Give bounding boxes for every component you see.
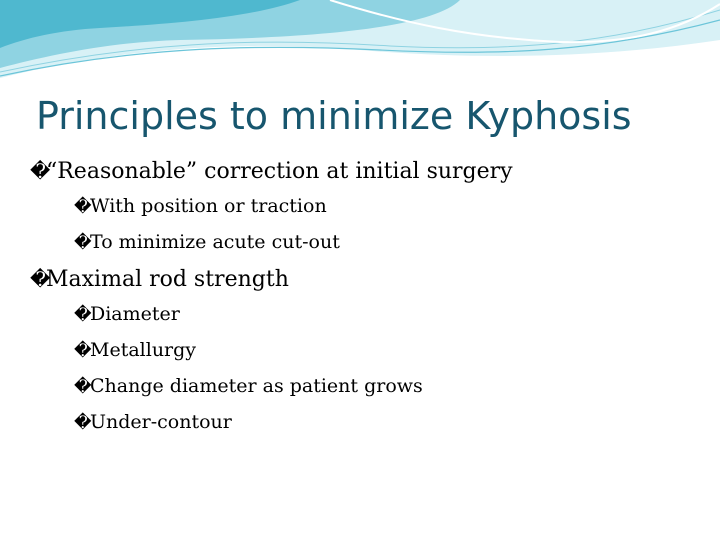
bullet-list <box>30 155 700 441</box>
bullet-text: “Reasonable” correction at initial surgery <box>46 159 513 184</box>
sub-bullet-item <box>30 369 700 405</box>
sub-bullet-item <box>30 333 700 369</box>
sub-bullet-text: To minimize acute cut-out <box>90 231 340 253</box>
bullet-marker: � <box>74 197 92 217</box>
bullet-text: Maximal rod strength <box>46 267 289 292</box>
bullet-marker: � <box>30 160 51 183</box>
bullet-marker: � <box>30 268 51 291</box>
bullet-marker: � <box>74 341 92 361</box>
sub-bullet-item <box>30 405 700 441</box>
slide-title: Principles to minimize Kyphosis <box>36 94 632 138</box>
bullet-item <box>30 155 700 189</box>
sub-bullet-text: Diameter <box>90 303 180 325</box>
sub-bullet-text: With position or traction <box>90 195 327 217</box>
sub-bullet-text: Change diameter as patient grows <box>90 375 423 397</box>
sub-bullet-text: Under-contour <box>90 411 232 433</box>
sub-bullet-item <box>30 225 700 261</box>
sub-bullet-item <box>30 189 700 225</box>
header-wave-decoration <box>0 0 720 90</box>
sub-bullet-text: Metallurgy <box>90 339 197 361</box>
bullet-marker: � <box>74 377 92 397</box>
bullet-marker: � <box>74 233 92 253</box>
bullet-marker: � <box>74 305 92 325</box>
bullet-marker: � <box>74 413 92 433</box>
sub-bullet-item <box>30 297 700 333</box>
bullet-item <box>30 263 700 297</box>
